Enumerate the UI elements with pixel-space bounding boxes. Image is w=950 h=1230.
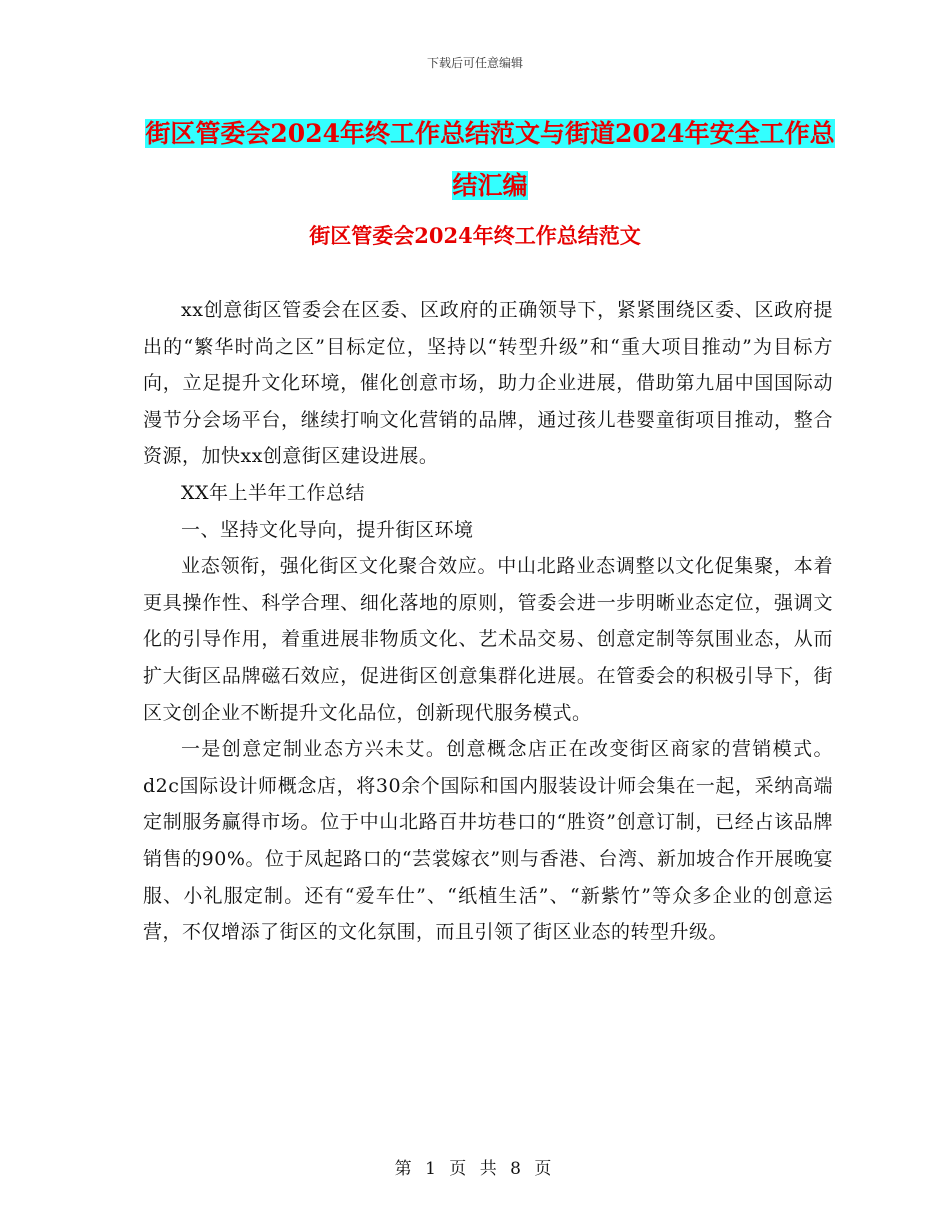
document-title-text: 街区管委会2024年终工作总结范文与街道2024年安全工作总结汇编 [145, 119, 835, 200]
page-number-footer: 第 1 页 共 8 页 [394, 1159, 556, 1179]
document-title [140, 108, 840, 212]
page-header-note: 下载后可任意编辑 [426, 56, 523, 70]
paragraph-heading-half-year: XX年上半年工作总结 [181, 481, 366, 504]
paragraph-creative-customization: 一是创意定制业态方兴未艾。创意概念店正在改变街区商家的营销模式。d2c国际设计师概念店，将30余个国际和国内服装设计师会集在一起，采纳高端定制服务赢得市场。位于中山北路百井坊巷口的“胜资”创意订制，已经占该品牌销售的90%。位于凤起路口的“芸裳嫁衣”则与香港、台湾、新加坡合作开展晚宴服、小礼服定制。还有“爱车仕”、“纸植生活”、“新紫竹”等众多企业的创意运营，不仅增添了街区的文化氛围，而且引领了街区业态的转型升级。 [143, 738, 833, 944]
document-body [143, 292, 833, 951]
paragraph-intro: xx创意街区管委会在区委、区政府的正确领导下，紧紧围绕区委、区政府提出的“繁华时尚之区”目标定位，坚持以“转型升级”和“重大项目推动”为目标方向，立足提升文化环境，催化创意市场，助力企业进展，借助第九届中国国际动漫节分会场平台，继续打响文化营销的品牌，通过孩儿巷婴童街项目推动，整合资源，加快xx创意街区建设进展。 [143, 299, 833, 468]
paragraph-heading-section-one: 一、坚持文化导向，提升街区环境 [181, 518, 474, 541]
paragraph-business-format: 业态领衔，强化街区文化聚合效应。中山北路业态调整以文化促集聚，本着更具操作性、科学合理、细化落地的原则，管委会进一步明晰业态定位，强调文化的引导作用，着重进展非物质文化、艺术品交易、创意定制等氛围业态，从而扩大街区品牌磁石效应，促进街区创意集群化进展。在管委会的积极引导下，街区文创企业不断提升文化品位，创新现代服务模式。 [143, 555, 833, 724]
section-title: 街区管委会2024年终工作总结范文 [309, 223, 641, 248]
